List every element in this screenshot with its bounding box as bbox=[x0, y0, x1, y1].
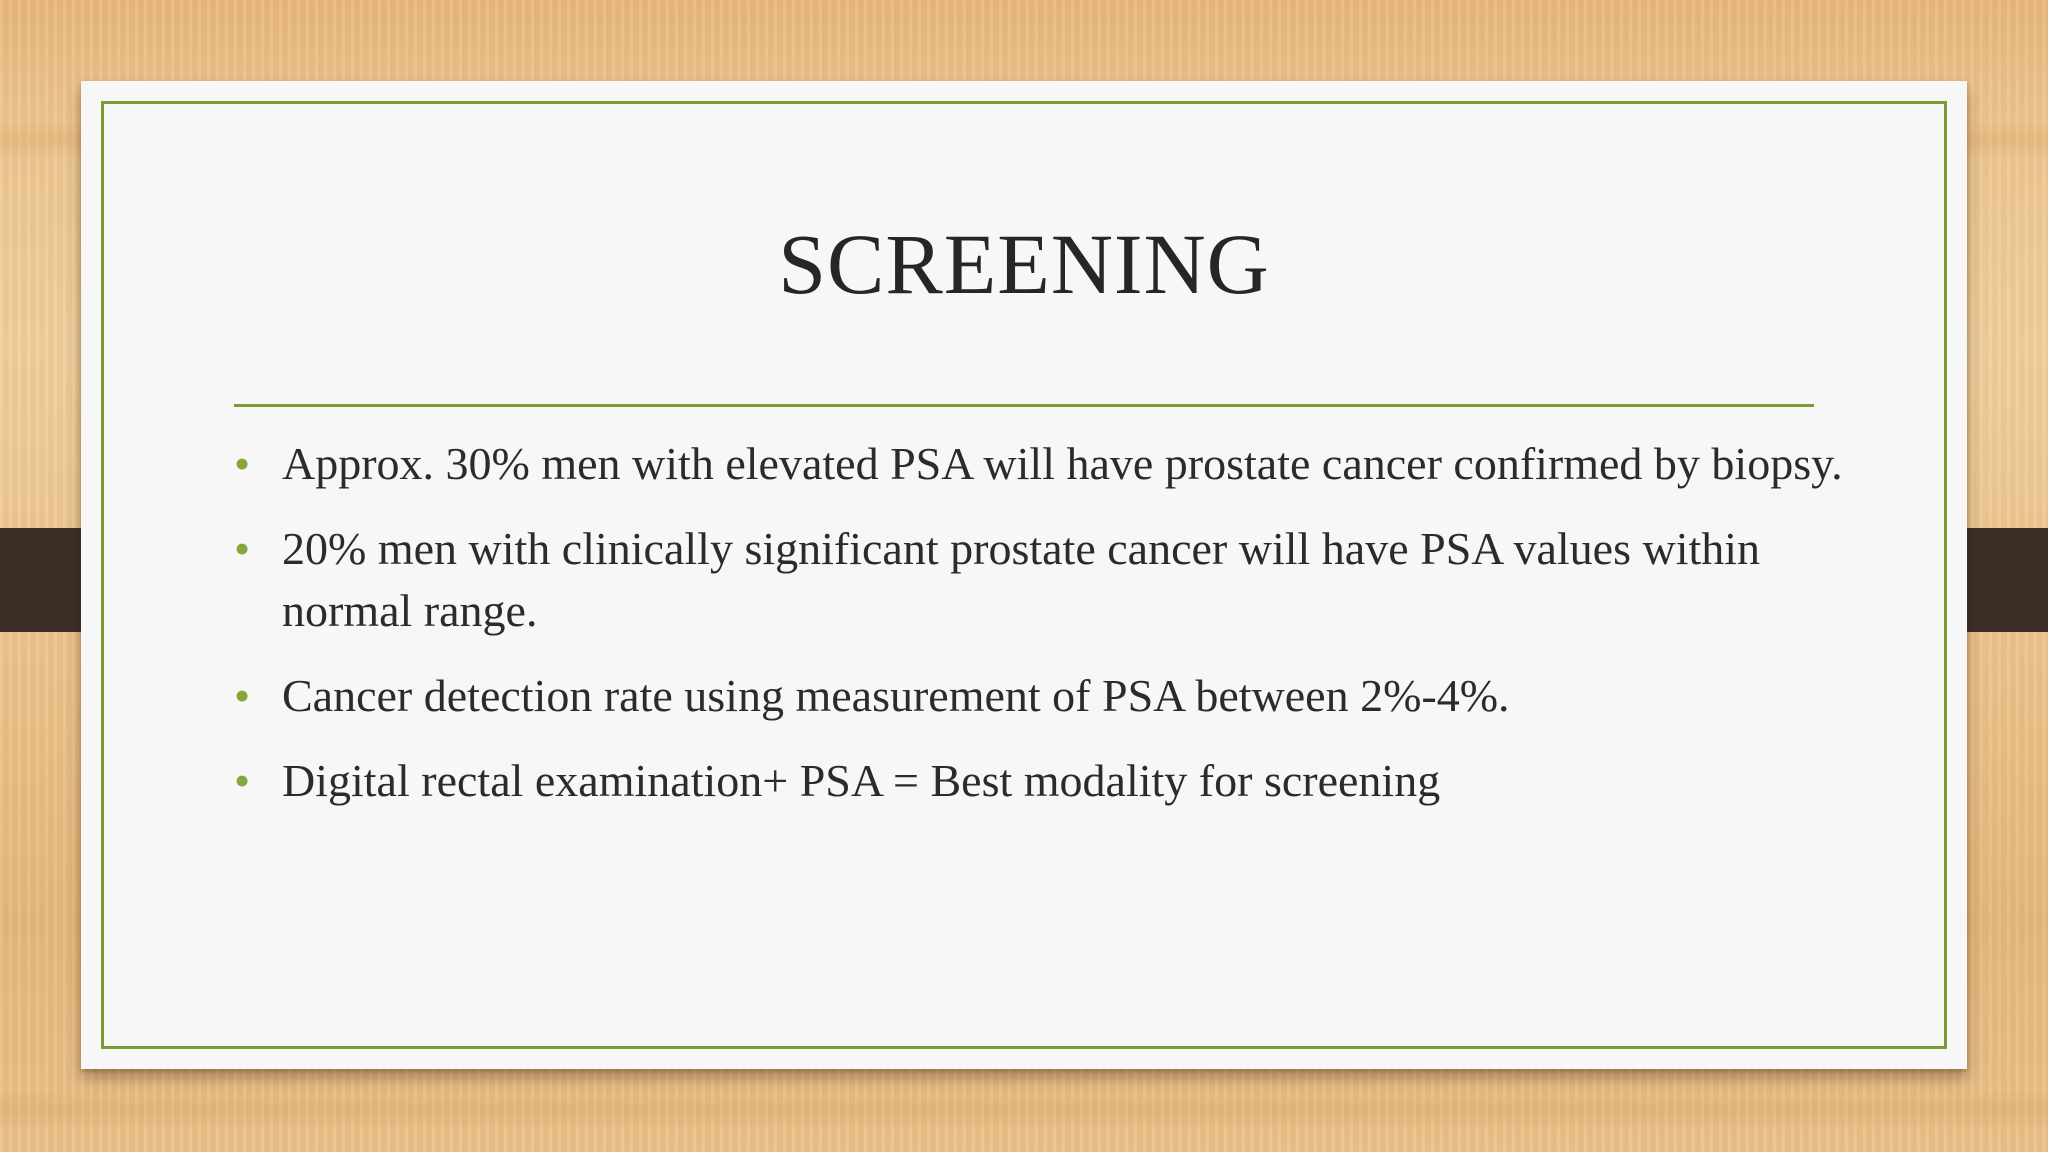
bullet-text: Cancer detection rate using measurement of PSA between 2%-4%. bbox=[282, 670, 1510, 721]
bullet-text: 20% men with clinically significant prostate cancer will have PSA values within normal range. bbox=[282, 523, 1761, 636]
bullet-icon: • bbox=[234, 438, 251, 489]
bullet-text: Digital rectal examination+ PSA = Best modality for screening bbox=[282, 755, 1441, 806]
bullet-text: Approx. 30% men with elevated PSA will have prostate cancer confirmed by biopsy. bbox=[282, 438, 1843, 489]
list-item bbox=[234, 750, 1894, 812]
slide-card bbox=[81, 81, 1967, 1069]
bullet-list bbox=[234, 433, 1894, 835]
wood-grain bbox=[0, 1090, 2048, 1130]
slide-title: SCREENING bbox=[778, 216, 1270, 312]
bullet-icon: • bbox=[234, 670, 251, 721]
title-divider bbox=[234, 404, 1814, 407]
list-item bbox=[234, 433, 1894, 495]
list-item bbox=[234, 665, 1894, 727]
list-item bbox=[234, 518, 1894, 642]
bullet-icon: • bbox=[234, 755, 251, 806]
bullet-icon: • bbox=[234, 523, 251, 574]
